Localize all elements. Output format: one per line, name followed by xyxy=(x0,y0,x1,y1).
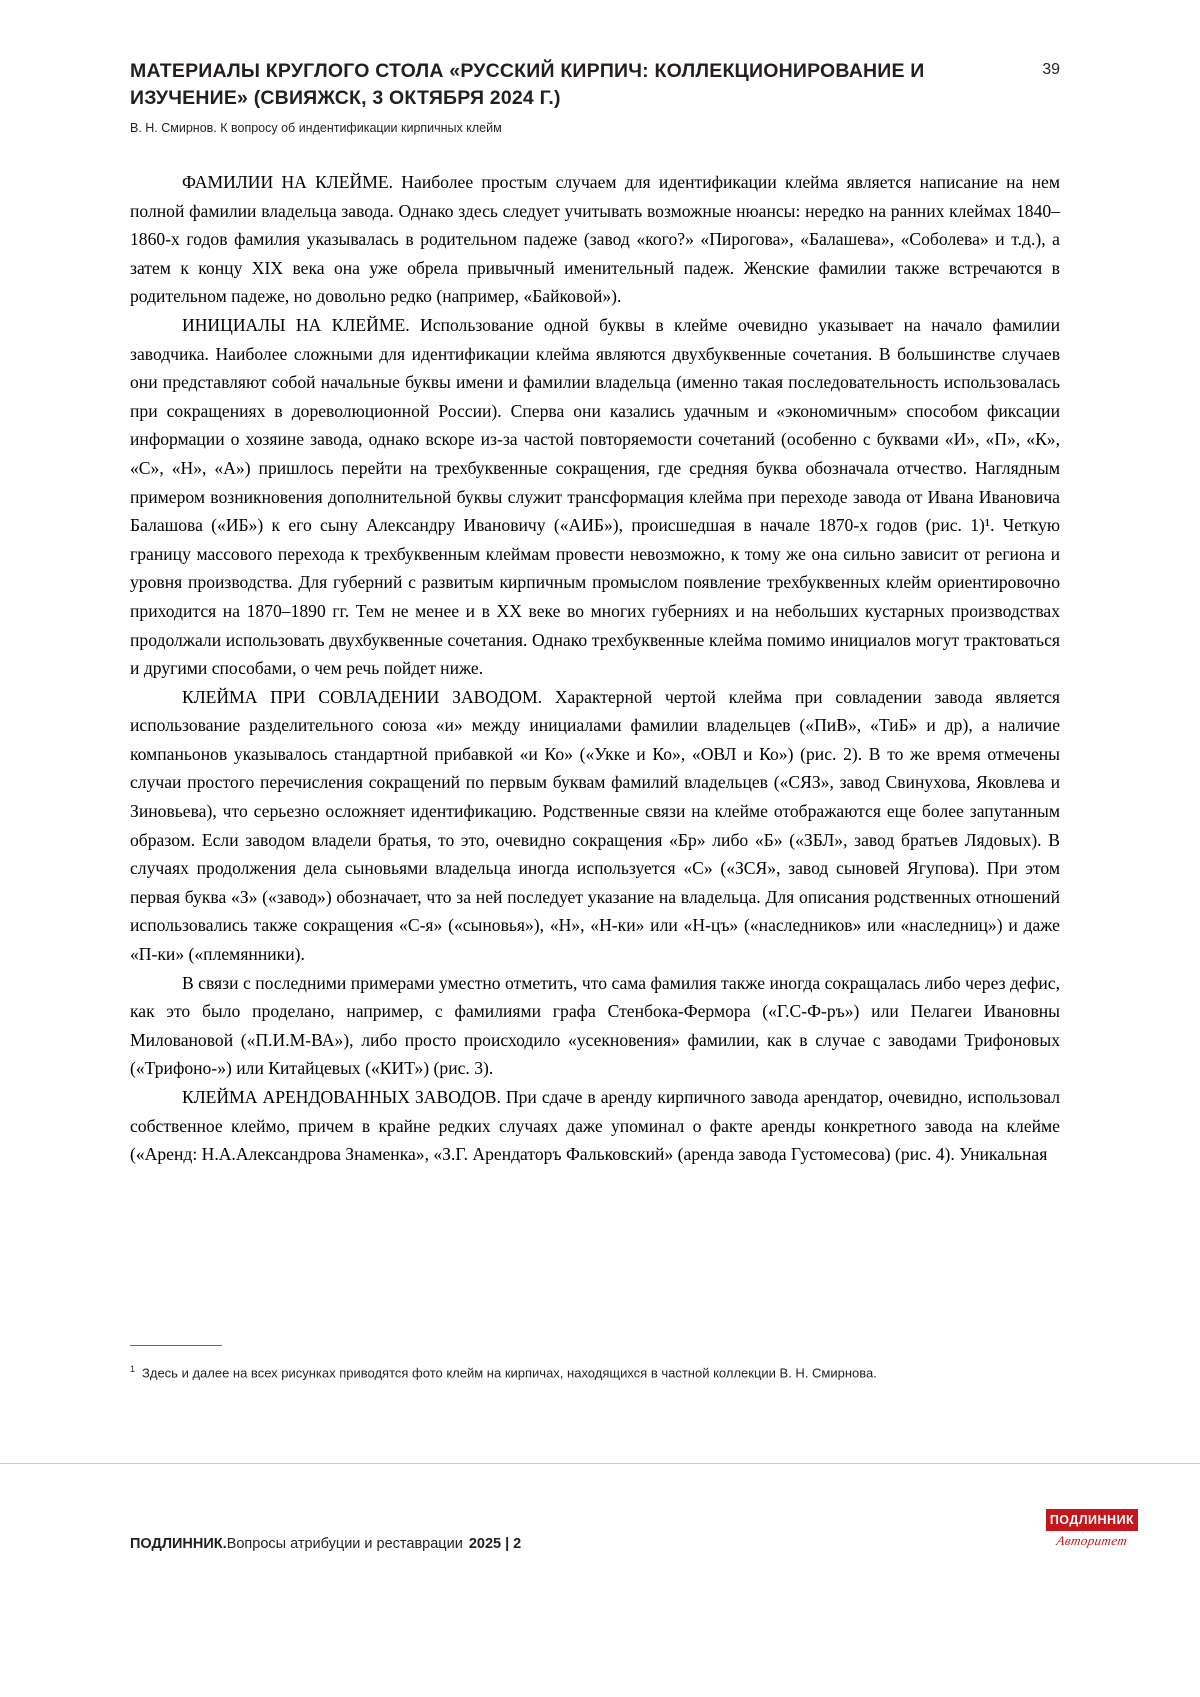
paragraph: ФАМИЛИИ НА КЛЕЙМЕ. Наиболее простым случаем для идентификации клейма является написание на нем полной фамилии владельца завода. Однако здесь следует учитывать возможные нюансы: нередко на ранних клеймах 1840–1860-х годов фамилия указывалась в родительном падеже (завод «кого?» «Пирогова», «Балашева», «Соболева» и т.д.), а затем к концу XIX века она уже обрела привычный именительный падеж. Женские фамилии также встречаются в родительном падеже, но довольно редко (например, «Байковой»). xyxy=(130,172,1060,307)
journal-logo xyxy=(1046,1509,1138,1561)
footnote-text: Здесь и далее на всех рисунках приводятся фото клейм на кирпичах, находящихся в частной коллекции В. Н. Смирнова. xyxy=(142,1365,877,1381)
section-title: МАТЕРИАЛЫ КРУГЛОГО СТОЛА «РУССКИЙ КИРПИЧ: КОЛЛЕКЦИОНИРОВАНИЕ И ИЗУЧЕНИЕ» (СВИЯЖСК, 3 ОКТЯБРЯ 2024 Г.) xyxy=(130,60,925,109)
article-body xyxy=(130,168,1060,1169)
page-number: 39 xyxy=(1042,61,1060,78)
logo-script: Авторитет xyxy=(1055,1533,1129,1548)
logo-wordmark: ПОДЛИННИК xyxy=(1046,1509,1138,1531)
footer-divider xyxy=(0,1463,1200,1464)
journal-brand: ПОДЛИННИК. xyxy=(130,1536,227,1552)
page-header xyxy=(130,58,1060,136)
footnote xyxy=(130,1358,1060,1384)
running-head: В. Н. Смирнов. К вопросу об индентификации кирпичных клейм xyxy=(130,121,502,135)
footnote-marker: 1 xyxy=(130,1364,136,1374)
paragraph: КЛЕЙМА АРЕНДОВАННЫХ ЗАВОДОВ. При сдаче в аренду кирпичного завода арендатор, очевидно, использовал собственное клеймо, причем в крайне редких случаях даже упоминал о факте аренды конкретного завода на клейме («Аренд: Н.А.Александрова Знаменка», «З.Г. Арендаторъ Фальковский» (аренда завода Густомесова) (рис. 4). Уникальная xyxy=(130,1087,1060,1165)
page-footer xyxy=(130,1536,1060,1552)
footnote-divider xyxy=(130,1345,222,1346)
journal-subtitle: Вопросы атрибуции и реставрации xyxy=(226,1536,463,1552)
paragraph: ИНИЦИАЛЫ НА КЛЕЙМЕ. Использование одной буквы в клейме очевидно указывает на начало фамилии заводчика. Наиболее сложными для идентификации клейма являются двухбуквенные сочетания. В большинстве случаев они представляют собой начальные буквы имени и фамилии владельца (именно такая последовательность использовалась при сокращениях в дореволюционной России). Сперва они казались удачным и «экономичным» способом фиксации информации о хозяине завода, однако вскоре из-за частой повторяемости сочетаний (особенно с буквами «И», «П», «К», «С», «Н», «А») пришлось перейти на трехбуквенные сокращения, где средняя буква обозначала отчество. Наглядным примером возникновения дополнительной буквы служит трансформация клейма при переходе завода от Ивана Ивановича Балашова («ИБ») к его сыну Александру Ивановичу («АИБ»), происшедшая в начале 1870-х годов (рис. 1)¹. Четкую границу массового перехода к трехбуквенным клеймам провести невозможно, к тому же она сильно зависит от региона и уровня производства. Для губерний с развитым кирпичным промыслом появление трехбуквенных клейм ориентировочно приходится на 1870–1890 гг. Тем не менее и в XX веке во многих губерниях и на небольших кустарных производствах продолжали использовать двухбуквенные сочетания. Однако трехбуквенные клейма помимо инициалов могут трактоваться и другими способами, о чем речь пойдет ниже. xyxy=(130,314,1060,679)
paragraph: В связи с последними примерами уместно отметить, что сама фамилия также иногда сокращалась либо через дефис, как это было проделано, например, с фамилиями графа Стенбока-Фермора («Г.С-Ф-ръ») или Пелагеи Ивановны Миловановой («П.И.М-ВА»), либо просто происходило «усекновения» фамилии, как в случае с заводами Трифоновых («Трифоно-») или Китайцевых («КИТ») (рис. 3). xyxy=(130,972,1060,1079)
journal-issue: 2025 | 2 xyxy=(468,1536,522,1552)
paragraph: КЛЕЙМА ПРИ СОВЛАДЕНИИ ЗАВОДОМ. Характерной чертой клейма при совладении завода является использование разделительного союза «и» между инициалами фамилии владельцев («ПиВ», «ТиБ» и др), а наличие компаньонов указывалось стандартной прибавкой «и Ко» («Укке и Ко», «ОВЛ и Ко») (рис. 2). В то же время отмечены случаи простого перечисления сокращений по первым буквам фамилий владельцев («СЯЗ», завод Свинухова, Яковлева и Зиновьева), что серьезно осложняет идентификацию. Родственные связи на клейме отображаются еще более запутанным образом. Если заводом владели братья, то это, очевидно сокращения «Бр» либо «Б» («ЗБЛ», завод братьев Лядовых). В случаях продолжения дела сыновьями владельца иногда используется «С» («ЗСЯ», завод сыновей Ягупова). При этом первая буква «З» («завод») обозначает, что за ней последует указание на владельца. Для описания родственных отношений использовались также сокращения «С-я» («сыновья»), «Н», «Н-ки» или «Н-цъ» («наследников» или «наследниц») и даже «П-ки» («племянники). xyxy=(130,686,1060,965)
